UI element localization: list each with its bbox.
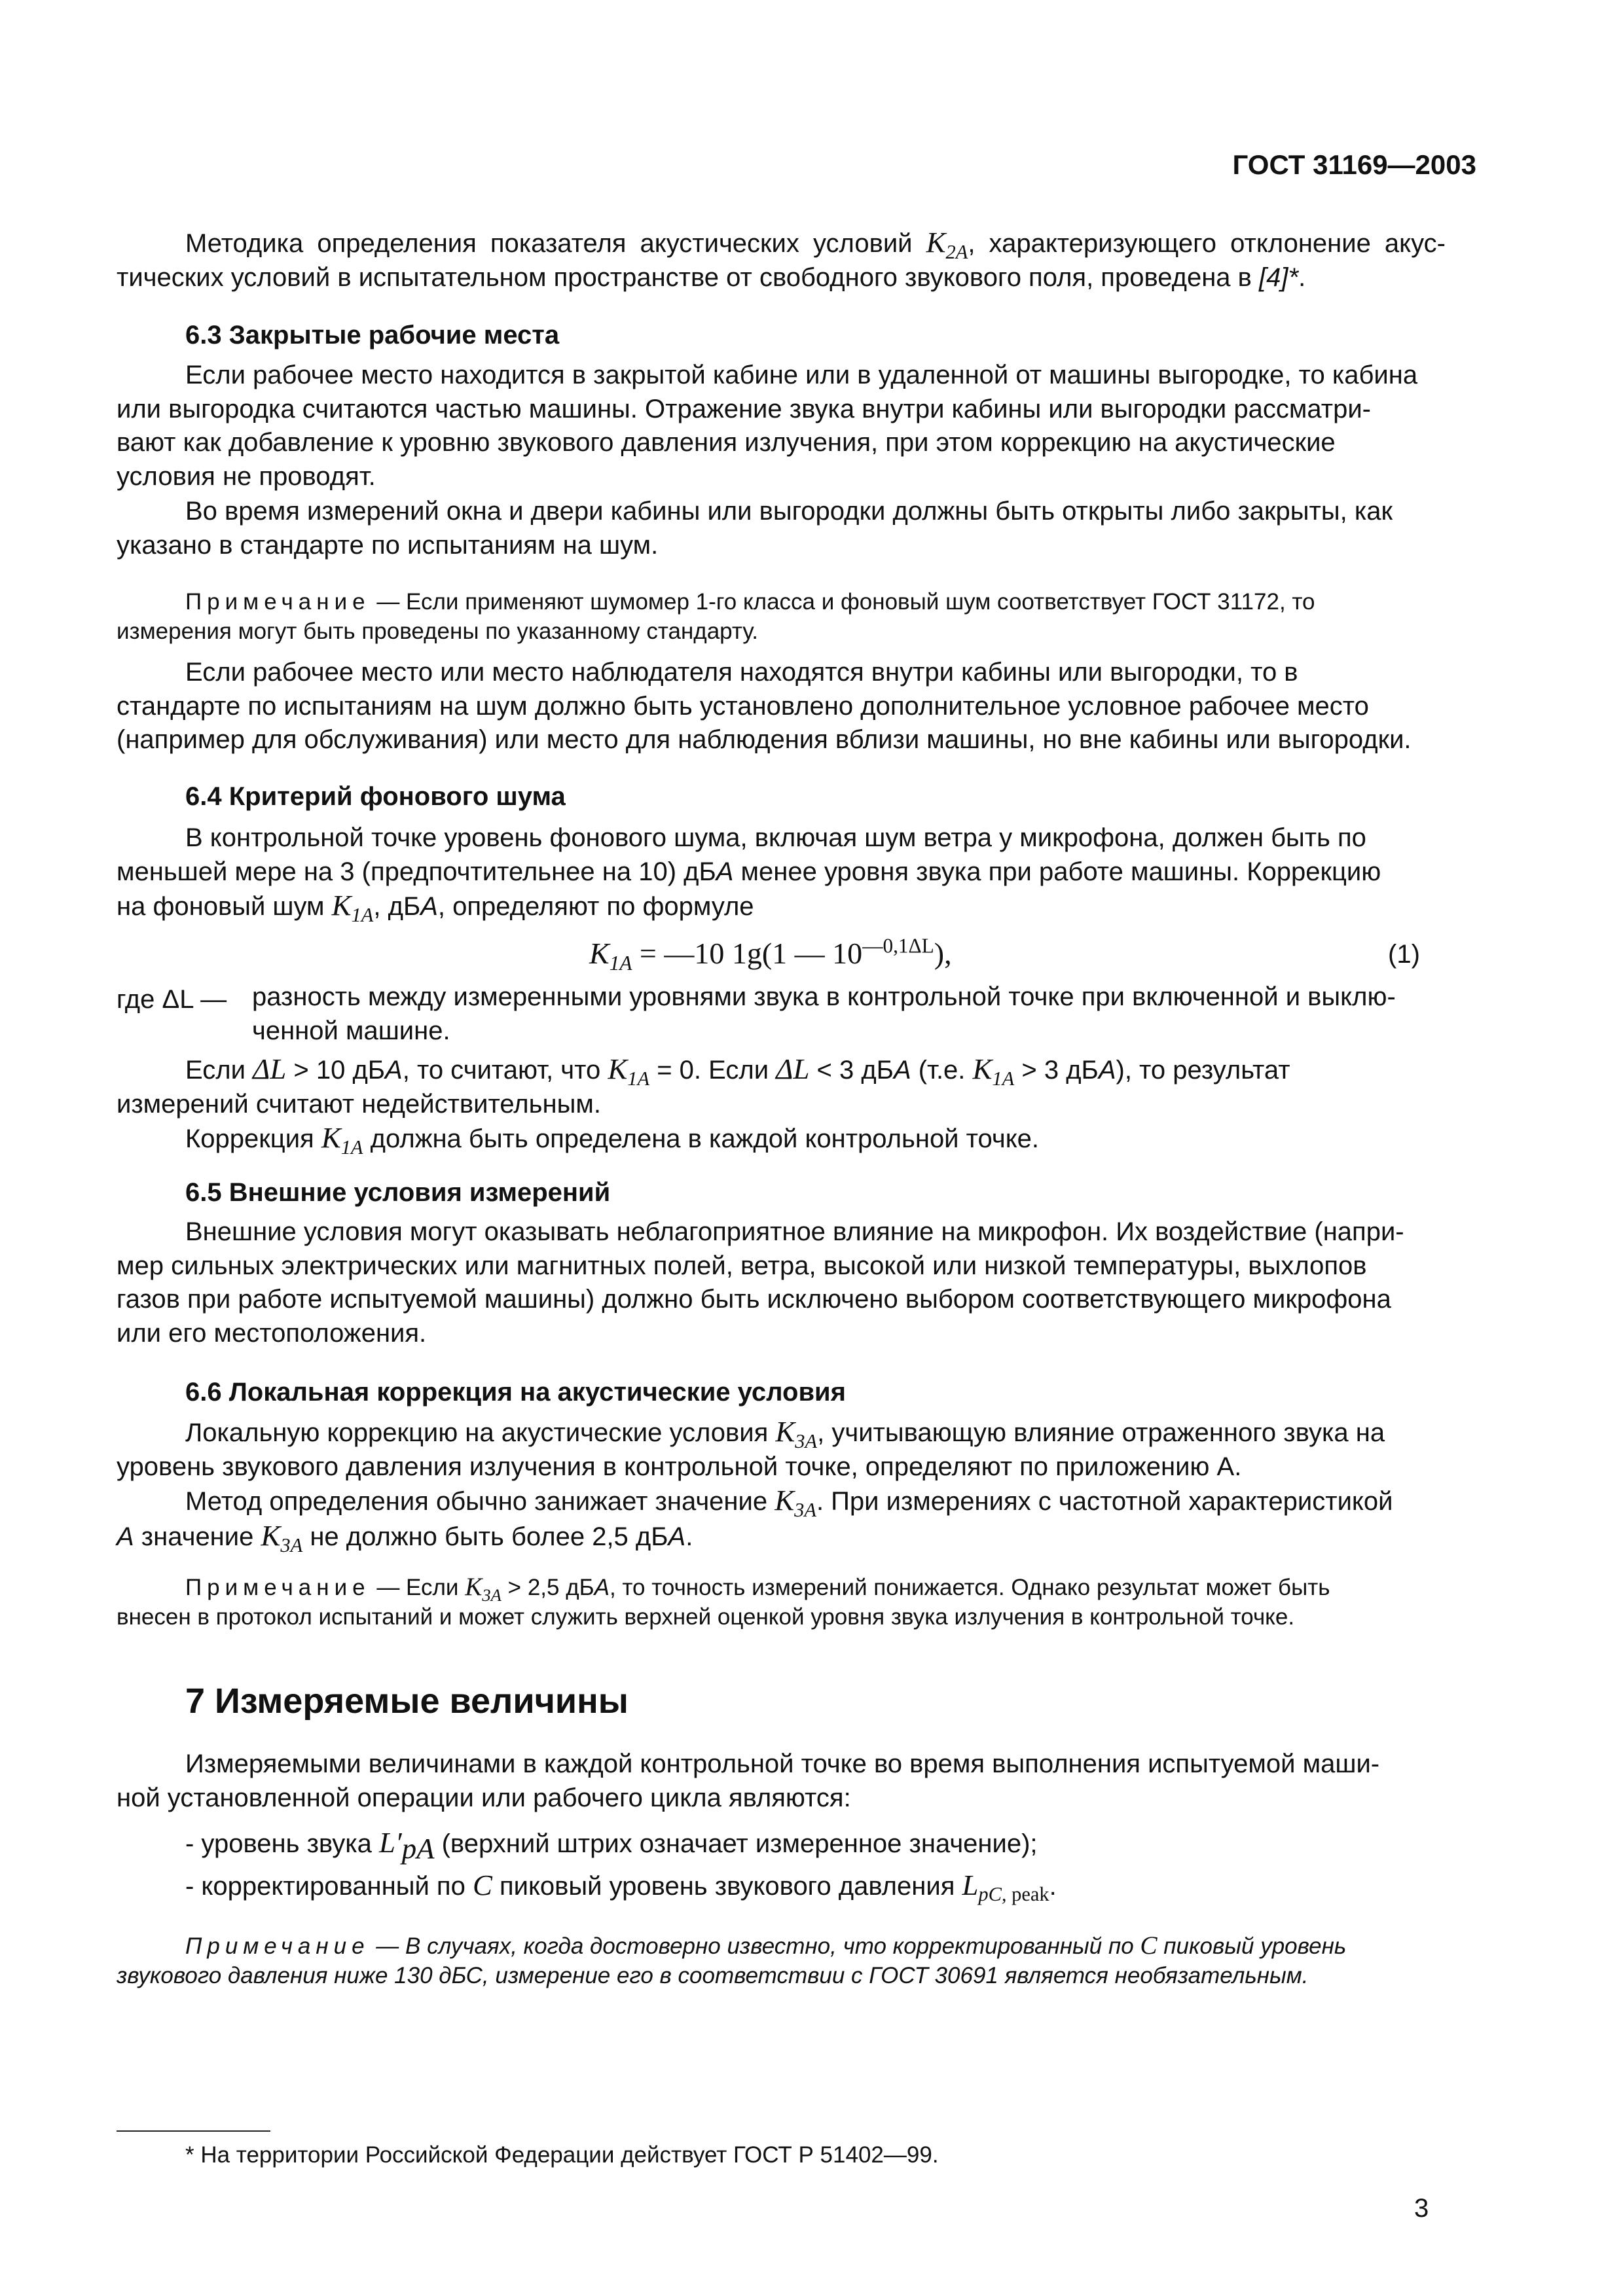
equation-number: (1) — [1388, 940, 1420, 969]
reference-link[interactable]: [4]* — [1259, 262, 1299, 292]
section-6-5-paragraph: Внешние условия могут оказывать неблагоприятное влияние на микрофон. Их воздействие (напри- мер сильных электрических или магнитных полей, ветра, высокой или низкой температуры, выхлопов газов при работе испытуемой машины) должно быть исключено выбором соответствующего микрофона или его местоположения. — [117, 1217, 1404, 1348]
section-7-heading: 7 Измеряемые величины — [185, 1681, 629, 1721]
symbol-k2a: $K_{2A}$ — [926, 226, 968, 263]
section-6-3-note: Примечание — Если применяют шумомер 1-го класса и фоновый шум соответствует ГОСТ 31172, то измерения могут быть проведены по указанному стандарту. — [117, 589, 1315, 644]
note-label: Примечание — [185, 1575, 371, 1600]
measured-quantity-item-1: - уровень звука $L'_{pA}$ (верхний штрих означает измеренное значение); — [185, 1826, 1038, 1865]
measured-quantity-item-2: - корректированный по C пиковый уровень звукового давления $L_{pC, peak}$. — [185, 1869, 1057, 1905]
section-6-3-paragraph-2: Во время измерений окна и двери кабины или выгородки должны быть открыты либо закрыты, как указано в стандарте по испытаниям на шум. — [117, 497, 1393, 560]
section-6-6-paragraph: Локальную коррекцию на акустические условия $K_{3A}$, учитывающую влияние отраженного звука на уровень звукового давления излучения в контрольной точке, определяют по приложению А. Метод определения обычно занижает значение $K_{3A}$. При измерениях с частотной характеристикой A значение $K_{3A}$ не должно быть более 2,5 дБA. — [117, 1415, 1393, 1556]
section-6-6-heading: 6.6 Локальная коррекция на акустические условия — [185, 1378, 846, 1407]
section-6-5-heading: 6.5 Внешние условия измерений — [185, 1178, 611, 1207]
where-definition: разность между измеренными уровнями звука в контрольной точке при включенной и выклю- ченной машине. — [252, 982, 1396, 1045]
symbol-k1a: $K_{1A}$ — [331, 889, 374, 926]
section-6-6-note: Примечание — Если $K_{3A} > 2,5$ дБA, то точность измерений понижается. Однако результат может быть внесен в протокол испытаний и может служить верхней оценкой уровня звука излучения в контрольной точке. — [117, 1573, 1330, 1630]
section-6-3-paragraph-3: Если рабочее место или место наблюдателя находятся внутри кабины или выгородки, то в стандарте по испытаниям на шум должно быть установлено дополнительное условное рабочее место (например для обслуживания) или место для наблюдения вблизи машины, но вне кабины или выгородки. — [117, 658, 1412, 754]
section-6-4-paragraph: В контрольной точке уровень фонового шума, включая шум ветра у микрофона, должен быть по меньшей мере на 3 (предпочтительнее на 10) дБA менее уровня звука при работе машины. Коррекцию на фоновый шум $K_{1A}$, дБA, определяют по формуле — [117, 823, 1381, 926]
note-label: Примечание — [185, 589, 371, 615]
section-7-note: Примечание — В случаях, когда достоверно известно, что корректированный по C пиковый уровень звукового давления ниже 130 дБС, измерение его в соответствии с ГОСТ 30691 является необязательным. — [117, 1931, 1347, 1988]
section-6-3-paragraph-1: Если рабочее место находится в закрытой кабине или в удаленной от машины выгородке, то кабина или выгородка считаются частью машины. Отражение звука внутри кабины или выгородки рассматри- вают как добавление к уровню звукового давления излучения, при этом коррекцию на акустические условия не проводят. — [117, 361, 1418, 491]
note-label: Примечание — [185, 1933, 370, 1959]
section-7-paragraph: Измеряемыми величинами в каждой контрольной точке во время выполнения испытуемой маши- ной установленной операции или рабочего цикла являются: — [117, 1749, 1380, 1812]
where-label: где ΔL — — [117, 985, 227, 1014]
formula-1: $K_{1A}$ = —10 1g(1 — $10^{—0,1\Delta L}$), — [589, 934, 952, 975]
section-6-4-heading: 6.4 Критерий фонового шума — [185, 782, 566, 811]
footnote-separator — [117, 2130, 270, 2132]
intro-paragraph: Методика определения показателя акустических условий $K_{2A}$, характеризующего отклонение акус- тических условий в испытательном пространстве от свободного звукового поля, проведена в [4]*. — [117, 226, 1446, 292]
footnote: * На территории Российской Федерации действует ГОСТ Р 51402—99. — [185, 2142, 939, 2168]
section-6-4-condition: Если ΔL > 10 дБA, то считают, что $K_{1A} = 0$. Если ΔL < 3 дБA (т.е. $K_{1A} > 3$ дБA), то результат измерений считают недействительным. Коррекция $K_{1A}$ должна быть определена в каждой контрольной точке. — [117, 1052, 1290, 1158]
symbol-k3a: $K_{3A}$ — [775, 1415, 818, 1452]
page-number: 3 — [1414, 2194, 1429, 2223]
document-code-header: ГОСТ 31169—2003 — [1232, 149, 1476, 180]
section-6-3-heading: 6.3 Закрытые рабочие места — [185, 321, 560, 350]
